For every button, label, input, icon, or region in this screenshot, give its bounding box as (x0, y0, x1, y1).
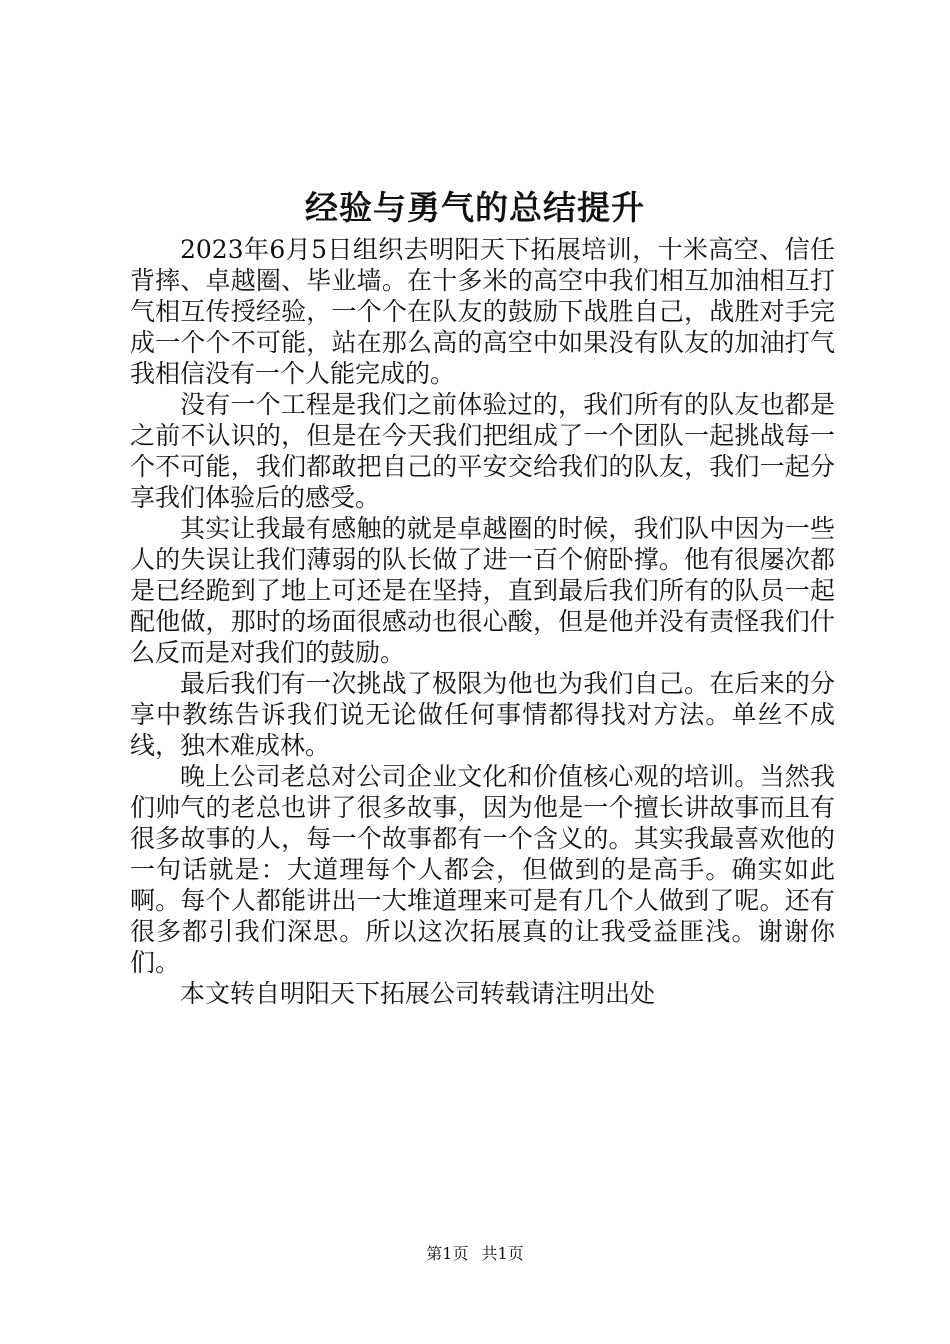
page-total: 共1页 (481, 1244, 524, 1263)
paragraph: 没有一个工程是我们之前体验过的，我们所有的队友也都是之前不认识的，但是在今天我们把组成了一个团队一起挑战每一个不可能，我们都敢把自己的平安交给我们的队友，我们一起分享我们体验后的感受。 (130, 390, 835, 512)
page-footer (0, 1243, 950, 1265)
source-note: 本文转自明阳天下拓展公司转载请注明出处 (180, 979, 656, 1008)
page-number: 第1页 (426, 1244, 469, 1263)
document-body (130, 234, 835, 1009)
paragraph: 最后我们有一次挑战了极限为他也为我们自己。在后来的分享中教练告诉我们说无论做任何事情都得找对方法。单丝不成线，独木难成林。 (130, 669, 835, 760)
paragraph: 晚上公司老总对公司企业文化和价值核心观的培训。当然我们帅气的老总也讲了很多故事，因为他是一个擅长讲故事而且有很多故事的人，每一个故事都有一个含义的。其实我最喜欢他的一句话就是：大道理每个人都会，但做到的是高手。确实如此啊。每个人都能讲出一大堆道理来可是有几个人做到了呢。还有很多都引我们深思。所以这次拓展真的让我受益匪浅。谢谢你们。 (130, 762, 835, 977)
document-title: 经验与勇气的总结提升 (305, 188, 645, 227)
paragraph: 2023年6月5日组织去明阳天下拓展培训，十米高空、信任背摔、卓越圈、毕业墙。在十多米的高空中我们相互加油相互打气相互传授经验，一个个在队友的鼓励下战胜自己，战胜对手完成一个个不可能，站在那么高的高空中如果没有队友的加油打气我相信没有一个人能完成的。 (130, 235, 835, 388)
paragraph: 其实让我最有感触的就是卓越圈的时候，我们队中因为一些人的失误让我们薄弱的队长做了进一百个俯卧撑。他有很屡次都是已经跪到了地上可还是在坚持，直到最后我们所有的队员一起配他做，那时的场面很感动也很心酸，但是他并没有责怪我们什么反而是对我们的鼓励。 (130, 514, 835, 667)
